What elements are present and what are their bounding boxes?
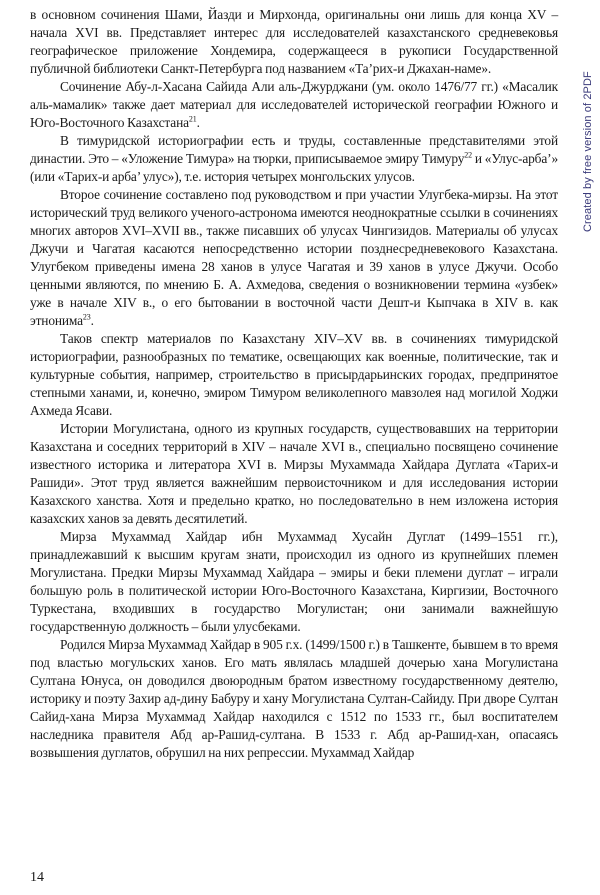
paragraph — [30, 186, 558, 330]
paragraph-text: Родился Мирза Мухаммад Хайдар в 905 г.х. (1499/1500 г.) в Ташкенте, бывшем в то время под властью могульских ханов. Его мать являлась младшей дочерью хана Могулистана Султана Юнуса, он доводился двоюродным братом известному государственному деятелю, историку и поэту Захир ад-дину Бабуру и хану Могулистана Султан-Сайиду. При дворе Султан Сайид-хана Мирза Мухаммад Хайдар находился с 1512 по 1533 гг., был воспитателем наследника правителя Абд ар-Рашид-султана. В 1533 г. Абд ар-Рашид-хан, опасаясь возвышения дуглатов, обрушил на них репрессии. Мухаммад Хайдар — [30, 637, 558, 760]
paragraph-text: Таков спектр материалов по Казахстану XIV–XV вв. в сочинениях тимуридской историографии, разнообразных по тематике, освещающих как военные, политические, так и культурные события, например, строительство в присырдарьинских городах, предпринятое степными ханами, и, конечно, эмиром Тимуром великолепного мавзолея над могилой Ходжи Ахмеда Ясави. — [30, 331, 558, 418]
paragraph-text: и «Улус-арба’» (или «Тарих-и арба’ улус»), т.е. история четырех монгольских улусов. — [30, 151, 558, 184]
paragraph — [30, 132, 558, 186]
paragraph-text: в основном сочинения Шами, Йазди и Мирхонда, оригинальны они лишь для конца XV – начала XVI вв. Представляет интерес для исследователей казахстанского средневековья географическое приложение Хондемира, содержащееся в рукописи Государственной публичной библиотеки Санкт-Петербурга под названием «Та’рих-и Джахан-наме». — [30, 7, 558, 76]
paragraph — [30, 330, 558, 420]
paragraph — [30, 420, 558, 528]
paragraph-text: В тимуридской историографии есть и труды, составленные представителями этой династии. Это – «Уложение Тимура» на тюрки, приписываемое эмиру Тимуру — [30, 133, 558, 166]
paragraph — [30, 528, 558, 636]
paragraph-text: . — [90, 313, 94, 328]
footnote-ref: 23 — [82, 312, 91, 322]
paragraph-text: . — [196, 115, 200, 130]
paragraph-text: Истории Могулистана, одного из крупных государств, существовавших на территории Казахстана и соседних территорий в XIV – начале XVI в., специально посвящено сочинение известного историка и литератора XVI в. Мирзы Мухаммада Хайдара Дуглата «Тарих-и Рашиди». Этот труд является важнейшим первоисточником и для исследования истории Казахского ханства. Хотя и предельно кратко, но последовательно в нем изложена история казахских ханов за девять десятилетий. — [30, 421, 558, 526]
paragraph-text: Мирза Мухаммад Хайдар ибн Мухаммад Хусайн Дуглат (1499–1551 гг.), принадлежавший к высшим кругам знати, происходил из одного из крупнейших племен Могулистана. Предки Мирзы Мухаммад Хайдара – эмиры и беки племени дуглат – играли большую роль в политической истории Юго-Восточного Казахстана, Киргизии, Восточного Туркестана, входивших в государство Могулистан; они занимали важнейшую государственную должность – были улусбеками. — [30, 529, 558, 634]
paragraph — [30, 636, 558, 762]
footnote-ref: 21 — [188, 114, 197, 124]
footnote-ref: 22 — [464, 150, 472, 160]
paragraph — [30, 6, 558, 78]
paragraph-text: Сочинение Абу-л-Хасана Сайида Али аль-Джурджани (ум. около 1476/77 гг.) «Масалик аль-мамалик» также дает материал для исследователей исторической географии Южного и Юго-Восточного Казахстана — [30, 79, 558, 130]
pdf-creator-watermark: Created by free version of 2PDF — [582, 71, 594, 232]
paragraph-text: Второе сочинение составлено под руководством и при участии Улугбека-мирзы. На этот исторический труд великого ученого-астронома имеются неоднократные ссылки в сочинениях многих авторов XVI–XVII вв., также писавших об улусах Чингизидов. Материалы об улусах Джучи и Чагатая касаются непосредственно истории позднесредневекового Казахстана. Улугбеком приведены имена 28 ханов в улусе Чагатая и 39 ханов в улусе Джучи. Особо ценными являются, по мнению Б. А. Ахмедова, сведения о возникновении термина «узбек» уже в начале XIV в., о его бытовании в восточной части Дешт-и Кыпчака в XIV в. как этнонима — [30, 187, 558, 328]
paragraph — [30, 78, 558, 132]
page-number: 14 — [30, 870, 44, 885]
body-text — [30, 6, 558, 762]
